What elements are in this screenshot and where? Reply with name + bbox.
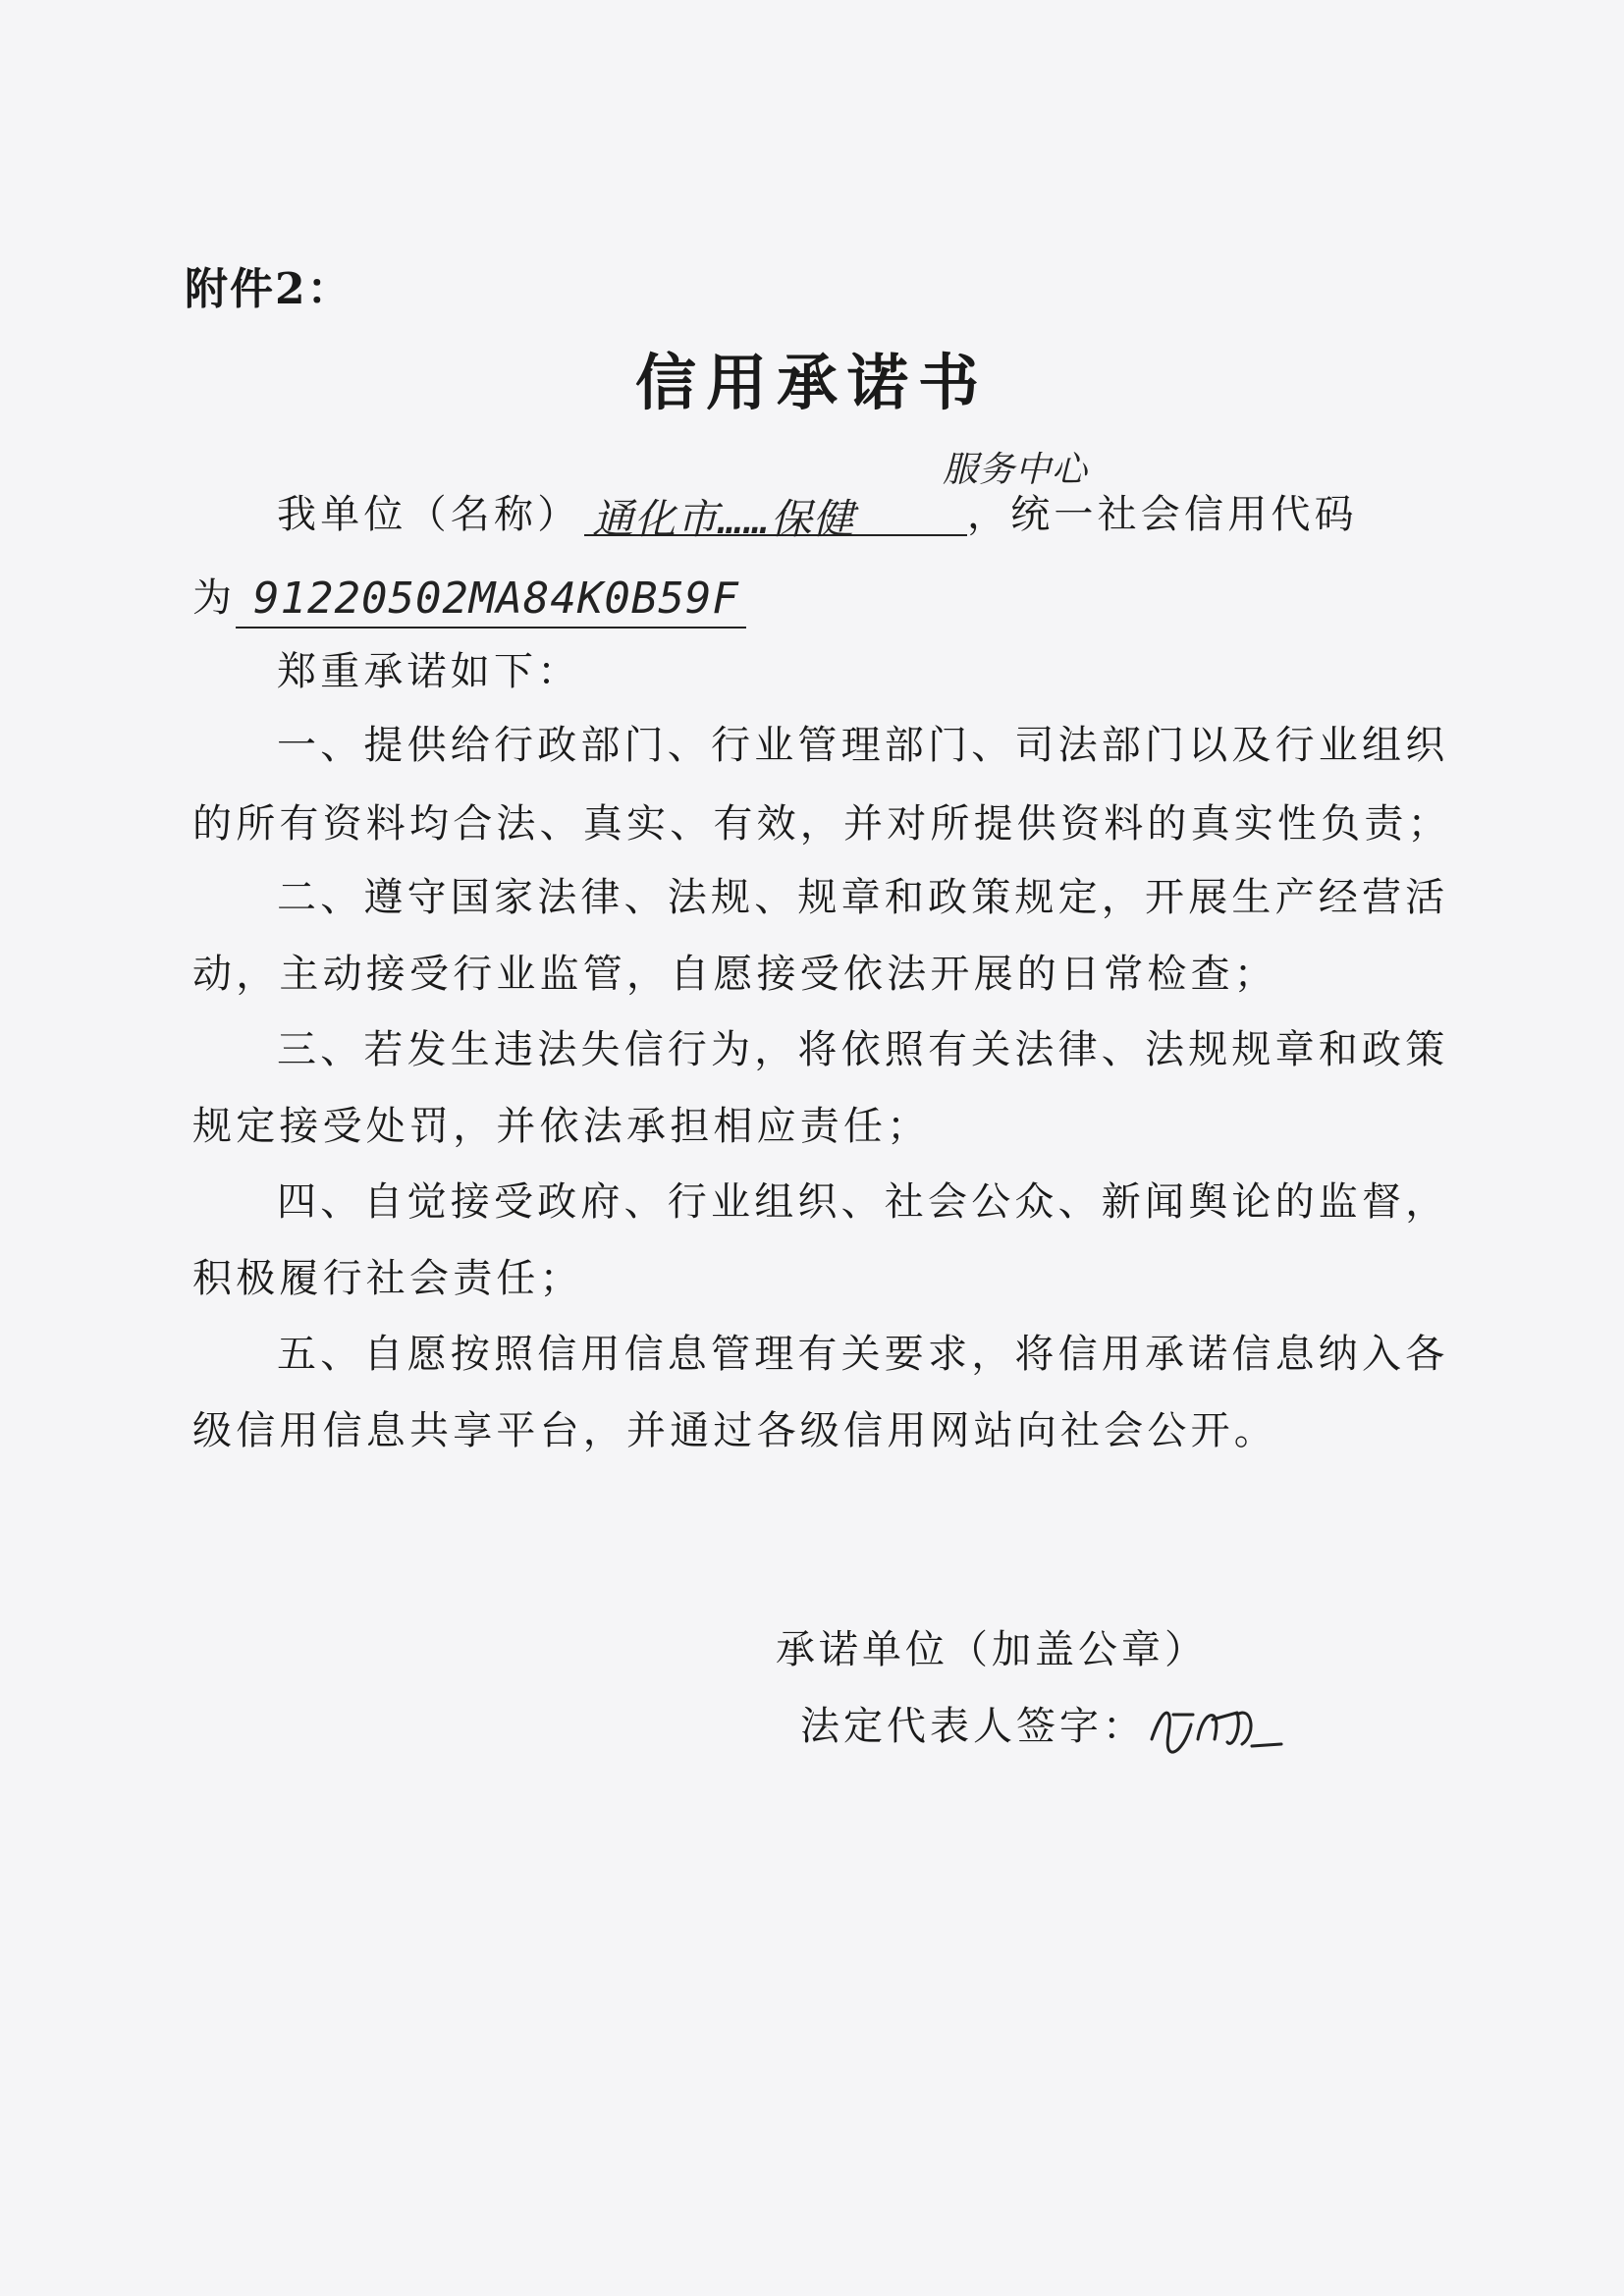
credit-code-underline [236,627,746,629]
item-4-line-1: 四、自觉接受政府、行业组织、社会公众、新闻舆论的监督， [277,1179,1449,1225]
credit-code-field [236,568,746,629]
intro-suffix-line [967,491,1429,538]
pledge-intro: 郑重承诺如下： [277,649,581,694]
item-2-line-2: 动，主动接受行业监管，自愿接受依法开展的日常检查； [192,952,1277,997]
signature-image [1144,1685,1291,1764]
code-prefix: 为 [192,575,237,621]
sign-label: 法定代表人签字： [800,1704,1146,1749]
intro-prefix: 我单位（名称） [277,492,581,537]
intro-suffix: ，统一社会信用代码 [967,492,1358,537]
document-title: 信用承诺书 [634,347,989,418]
item-3-line-1: 三、若发生违法失信行为，将依照有关法律、法规规章和政策 [277,1027,1449,1072]
unit-name-field [584,471,967,543]
item-2-line-1: 二、遵守国家法律、法规、规章和政策规定，开展生产经营活 [277,875,1449,920]
unit-name-underline [584,534,967,536]
attachment-label: 附件2： [185,264,352,314]
item-1-line-1: 一、提供给行政部门、行业管理部门、司法部门以及行业组织 [277,723,1449,768]
item-4-line-2: 积极履行社会责任； [192,1256,583,1301]
unit-name-handwritten: 通化市……保健 [592,495,855,543]
stamp-label: 承诺单位（加盖公章） [776,1627,1208,1672]
item-5-line-1: 五、自愿按照信用信息管理有关要求，将信用承诺信息纳入各 [277,1332,1449,1377]
credit-code-handwritten: 91220502MA84K0B59F [253,574,739,624]
item-5-line-2: 级信用信息共享平台，并通过各级信用网站向社会公开。 [192,1408,1277,1453]
item-1-line-2: 的所有资料均合法、真实、有效，并对所提供资料的真实性负责； [192,801,1451,847]
unit-name-handwritten-above: 服务中心 [943,450,1089,490]
item-3-line-2: 规定接受处罚，并依法承担相应责任； [192,1104,931,1149]
